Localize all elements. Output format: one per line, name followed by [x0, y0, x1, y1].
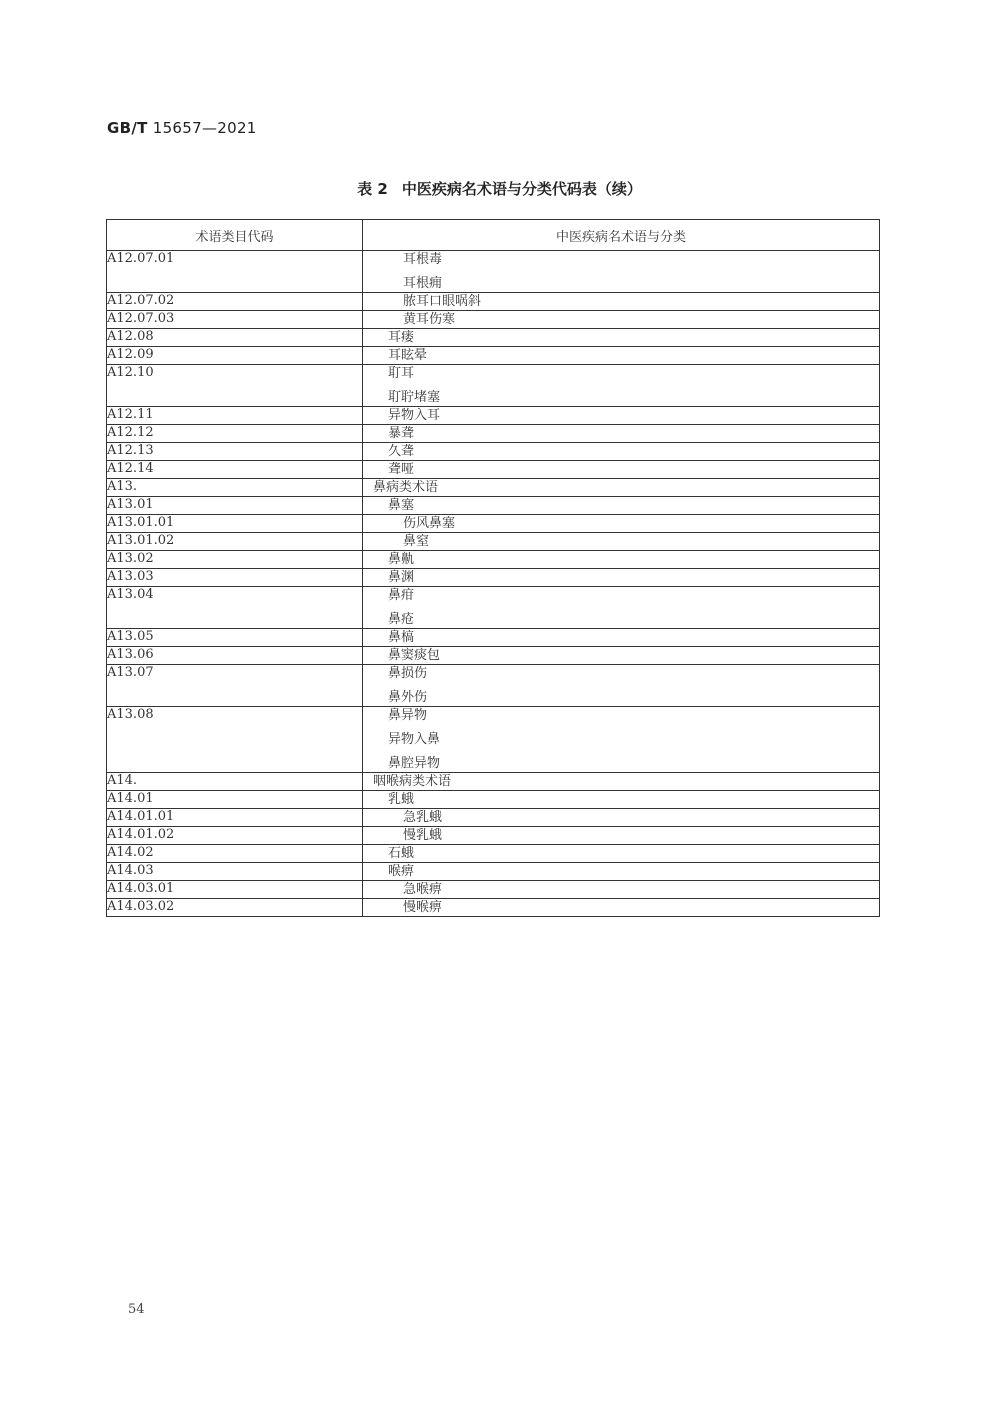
term-name-cell: [363, 407, 880, 425]
term-code-cell: A12.07.01: [107, 251, 363, 293]
term-code-cell: A13.05: [107, 629, 363, 647]
term-name: 乳蛾: [388, 792, 415, 807]
table-row: [107, 515, 880, 533]
term-name-cell: [363, 497, 880, 515]
standard-prefix: GB/T: [107, 119, 148, 137]
table-row: [107, 629, 880, 647]
term-code-cell: A12.10: [107, 365, 363, 407]
term-code-cell: A13.07: [107, 665, 363, 707]
column-header-code: 术语类目代码: [107, 220, 363, 251]
table-body: [107, 251, 880, 917]
term-name: 鼻塞: [388, 498, 415, 513]
table-row: [107, 791, 880, 809]
term-code-cell: A14.03.02: [107, 899, 363, 917]
term-code-cell: A12.07.03: [107, 311, 363, 329]
table-row: [107, 881, 880, 899]
term-name: 咽喉病类术语: [373, 774, 452, 789]
table-row: [107, 845, 880, 863]
term-name-cell: [363, 479, 880, 497]
term-name-cell: [363, 443, 880, 461]
table-row: [107, 809, 880, 827]
term-name-cell: [363, 845, 880, 863]
term-code-cell: A13.: [107, 479, 363, 497]
term-name: 鼻疳: [388, 588, 415, 603]
term-name: 慢乳蛾: [403, 828, 443, 843]
term-name: 鼻窒: [403, 534, 430, 549]
term-name-cell: [363, 791, 880, 809]
table-row: [107, 425, 880, 443]
table-row: [107, 251, 880, 293]
term-code-cell: A14.: [107, 773, 363, 791]
table-row: [107, 647, 880, 665]
term-code-cell: A14.02: [107, 845, 363, 863]
table-row: [107, 863, 880, 881]
term-name: 鼻损伤: [388, 666, 428, 681]
term-name-cell: [363, 329, 880, 347]
table-header-row: [107, 220, 880, 251]
term-name: 耳瘘: [388, 330, 415, 345]
term-name: 鼻外伤: [388, 690, 428, 705]
term-name-cell: [363, 899, 880, 917]
table-row: [107, 329, 880, 347]
term-code-cell: A13.02: [107, 551, 363, 569]
term-name: 耳眩晕: [388, 348, 428, 363]
term-name: 石蛾: [388, 846, 415, 861]
term-name-cell: [363, 587, 880, 629]
term-name: 聋哑: [388, 462, 415, 477]
term-name: 鼻异物: [388, 708, 428, 723]
table-row: [107, 497, 880, 515]
column-header-term: 中医疾病名术语与分类: [363, 220, 880, 251]
table-title: [0, 178, 999, 199]
table-row: [107, 347, 880, 365]
term-name-cell: [363, 515, 880, 533]
term-code-cell: A12.13: [107, 443, 363, 461]
term-name-cell: [363, 365, 880, 407]
term-code-cell: A12.11: [107, 407, 363, 425]
table-row: [107, 569, 880, 587]
term-name-cell: [363, 311, 880, 329]
table-row: [107, 311, 880, 329]
term-code-cell: A13.01.01: [107, 515, 363, 533]
term-code-cell: A12.08: [107, 329, 363, 347]
term-code-cell: A14.01.02: [107, 827, 363, 845]
term-name: 脓耳口眼㖞斜: [403, 294, 482, 309]
table-row: [107, 587, 880, 629]
term-code-cell: A12.12: [107, 425, 363, 443]
table-row: [107, 665, 880, 707]
table-row: [107, 461, 880, 479]
term-name-cell: [363, 461, 880, 479]
term-name-cell: [363, 347, 880, 365]
term-name: 急乳蛾: [403, 810, 443, 825]
term-name-cell: [363, 863, 880, 881]
table-title-text: 中医疾病名术语与分类代码表（续）: [401, 180, 642, 198]
term-name: 暴聋: [388, 426, 415, 441]
term-name: 鼻腔异物: [388, 756, 441, 771]
term-name: 鼻渊: [388, 570, 415, 585]
table-row: [107, 407, 880, 425]
table-row: [107, 293, 880, 311]
term-name-cell: [363, 629, 880, 647]
term-code-cell: A14.01.01: [107, 809, 363, 827]
term-name: 鼻鼽: [388, 552, 415, 567]
term-name-cell: [363, 665, 880, 707]
table-row: [107, 365, 880, 407]
term-name: 慢喉痹: [403, 900, 443, 915]
term-code-cell: A13.01.02: [107, 533, 363, 551]
term-code-cell: A13.08: [107, 707, 363, 773]
term-name: 异物入鼻: [388, 732, 441, 747]
table-row: [107, 827, 880, 845]
table-label: 表 2: [357, 180, 388, 198]
table-row: [107, 707, 880, 773]
term-name: 喉痹: [388, 864, 415, 879]
standard-id: [107, 119, 257, 137]
term-code-cell: A12.09: [107, 347, 363, 365]
term-name-cell: [363, 809, 880, 827]
term-name: 耳根痈: [403, 276, 443, 291]
term-name: 耵聍堵塞: [388, 390, 441, 405]
term-name: 久聋: [388, 444, 415, 459]
term-name-cell: [363, 533, 880, 551]
table-row: [107, 443, 880, 461]
term-name: 黄耳伤寒: [403, 312, 456, 327]
table-row: [107, 533, 880, 551]
term-name: 异物入耳: [388, 408, 441, 423]
term-name-cell: [363, 251, 880, 293]
term-code-cell: A13.01: [107, 497, 363, 515]
term-name-cell: [363, 707, 880, 773]
term-name: 鼻窦痰包: [388, 648, 441, 663]
table-row: [107, 551, 880, 569]
table-row: [107, 773, 880, 791]
term-name-cell: [363, 881, 880, 899]
term-name-cell: [363, 647, 880, 665]
term-name-cell: [363, 569, 880, 587]
term-code-cell: A13.03: [107, 569, 363, 587]
term-code-cell: A12.07.02: [107, 293, 363, 311]
term-name: 鼻槁: [388, 630, 415, 645]
term-name: 伤风鼻塞: [403, 516, 456, 531]
term-name: 鼻疮: [388, 612, 415, 627]
term-name: 鼻病类术语: [373, 480, 439, 495]
term-name-cell: [363, 773, 880, 791]
classification-table: [106, 219, 880, 917]
page-number: 54: [128, 1302, 145, 1317]
term-code-cell: A14.01: [107, 791, 363, 809]
term-name-cell: [363, 293, 880, 311]
term-name: 耳根毒: [403, 252, 443, 267]
table-row: [107, 479, 880, 497]
term-code-cell: A13.06: [107, 647, 363, 665]
term-name: 急喉痹: [403, 882, 443, 897]
standard-number: 15657—2021: [152, 119, 257, 137]
term-code-cell: A14.03.01: [107, 881, 363, 899]
term-code-cell: A12.14: [107, 461, 363, 479]
term-name-cell: [363, 425, 880, 443]
term-name-cell: [363, 827, 880, 845]
term-code-cell: A13.04: [107, 587, 363, 629]
term-name: 耵耳: [388, 366, 415, 381]
term-code-cell: A14.03: [107, 863, 363, 881]
term-name-cell: [363, 551, 880, 569]
table-row: [107, 899, 880, 917]
